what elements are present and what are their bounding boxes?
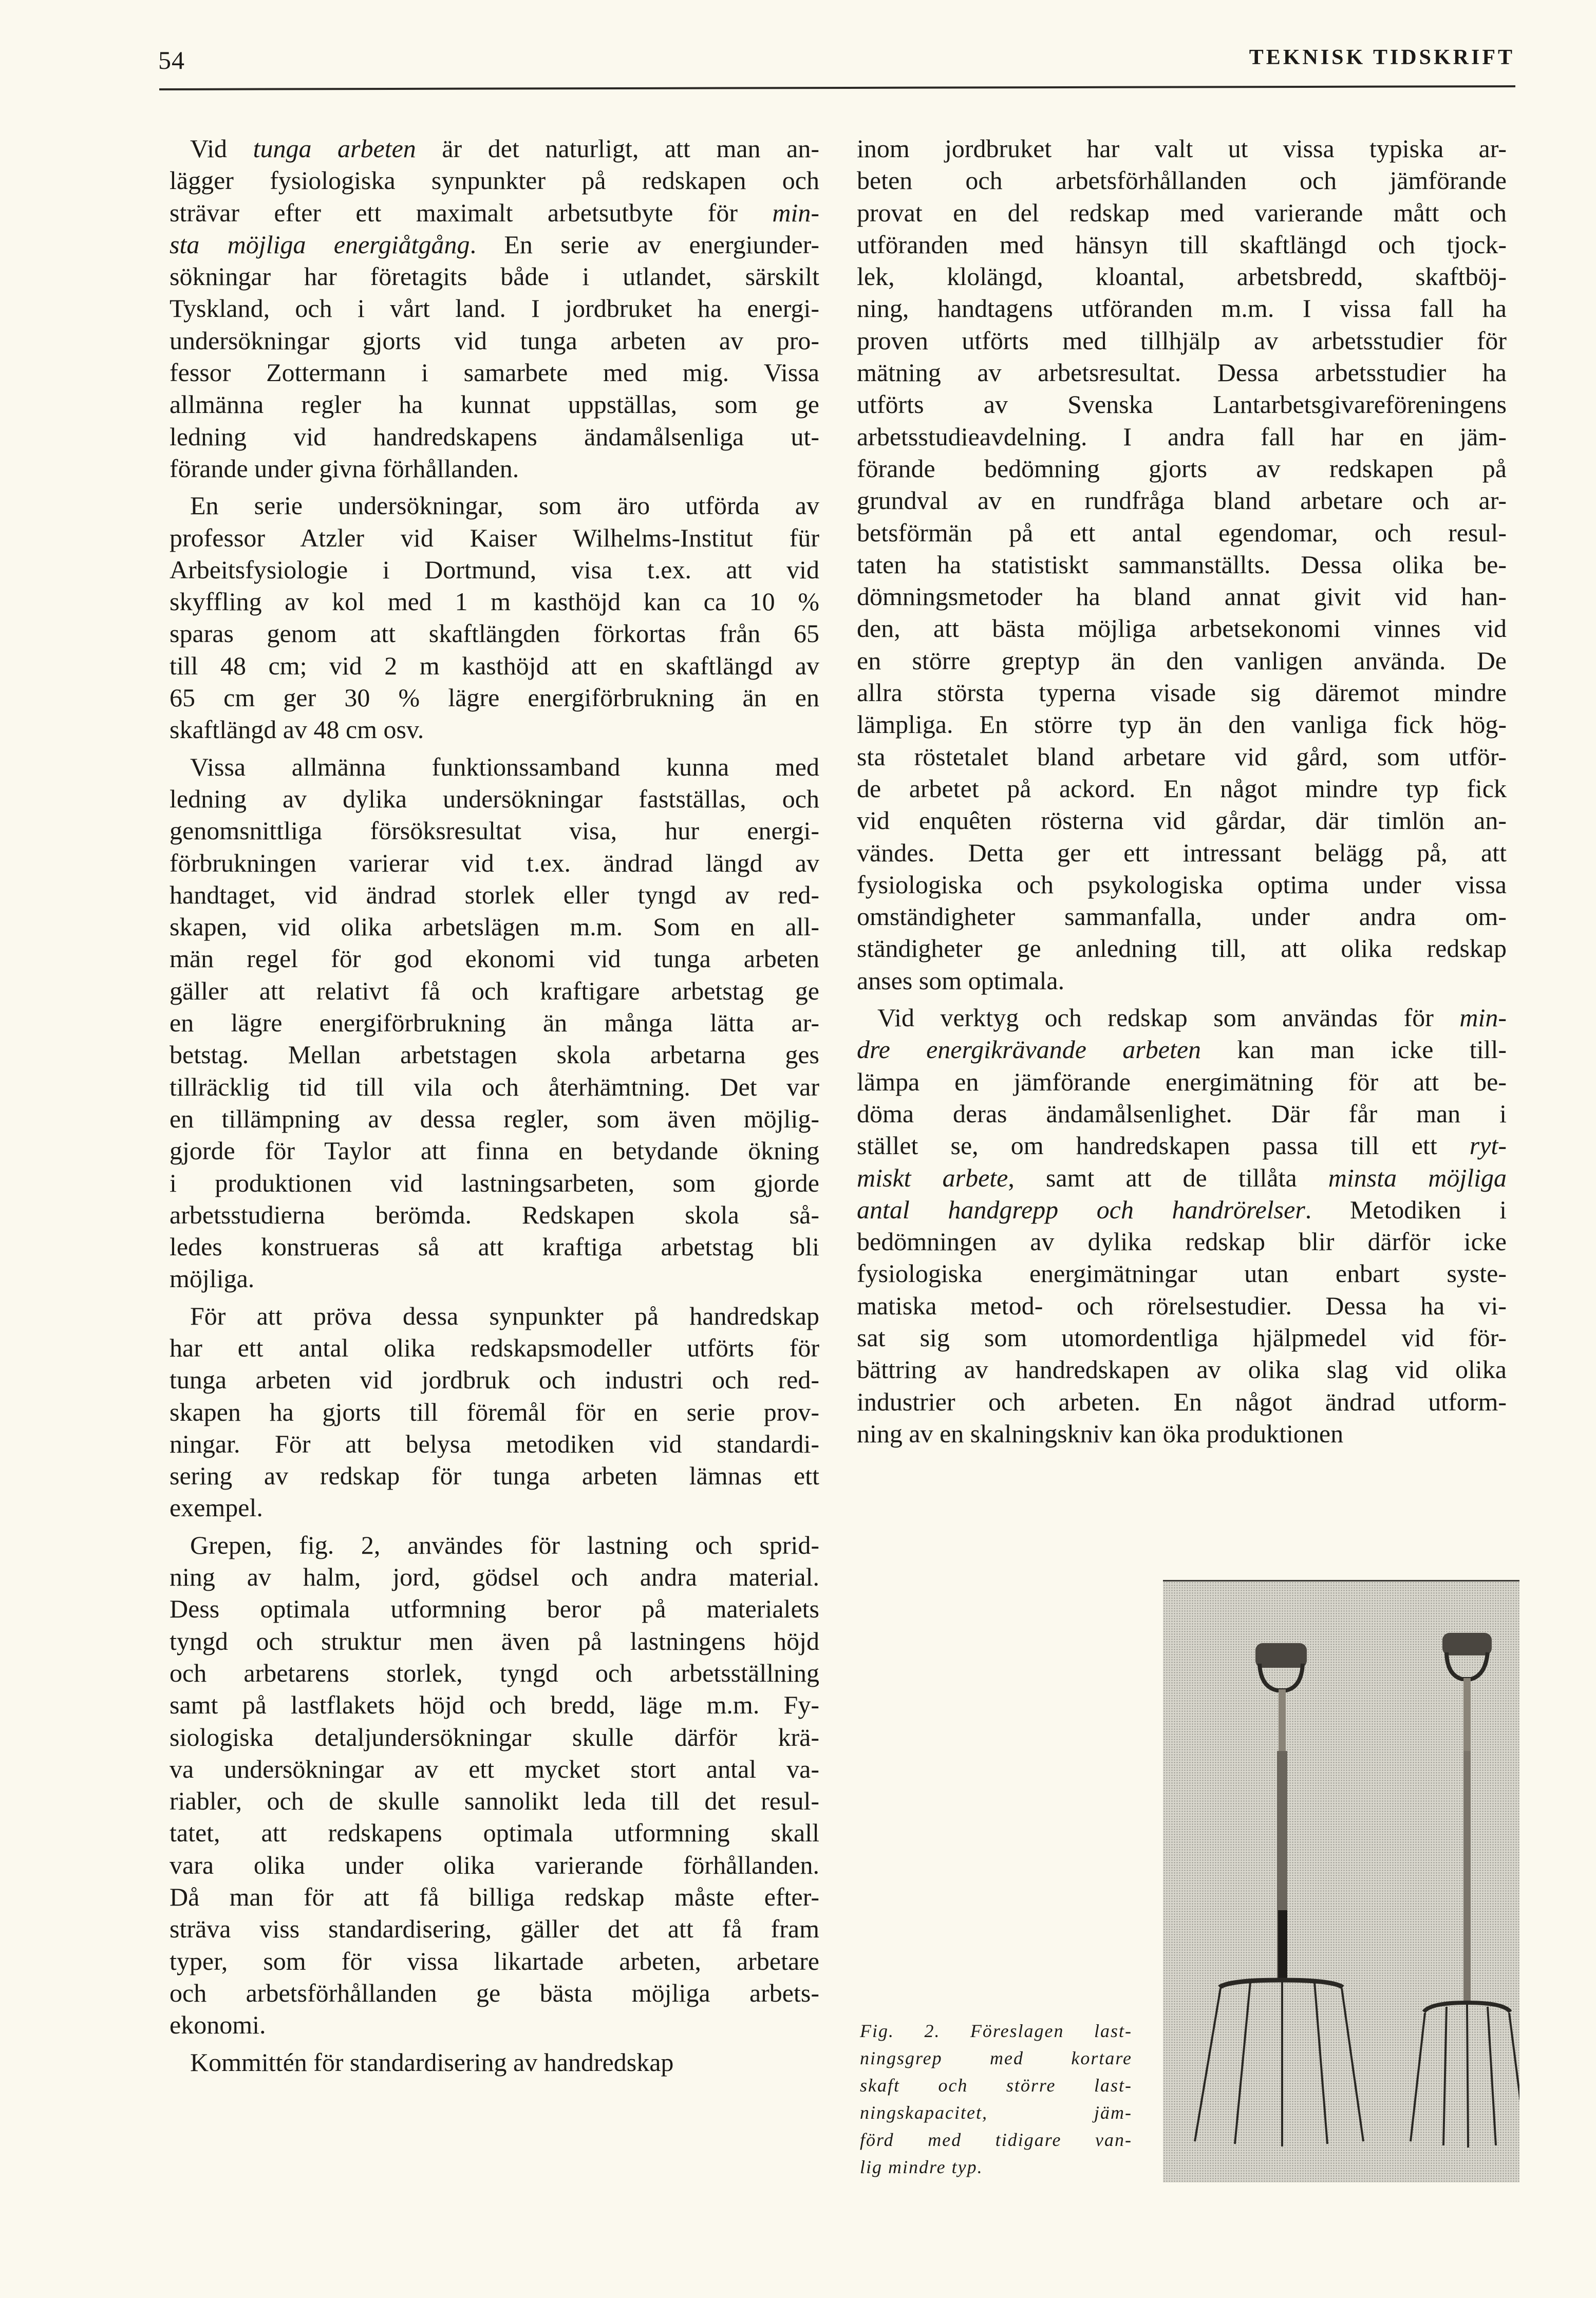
text-line [170, 1396, 819, 1428]
text-run: lämpa en jämförande energimätning för att be- [857, 1067, 1507, 1096]
text-run: vändes. Detta ger ett intressant belägg på, att [857, 838, 1507, 867]
text-run: fysiologiska och psykologiska optima under vissa [857, 870, 1507, 899]
text-run: en tillämpning av dessa regler, som även möjlig- [170, 1104, 819, 1133]
text-run: ning, handtagens utföranden m.m. I vissa fall ha [857, 294, 1507, 323]
text-line [170, 1199, 819, 1231]
text-run: En serie undersökningar, som äro utförda av [190, 491, 819, 520]
text-line [170, 164, 819, 196]
text-line [170, 1817, 819, 1849]
text-line [170, 292, 819, 324]
text-line [857, 484, 1507, 516]
text-run: sträva viss standardisering, gäller det att få fram [170, 1914, 819, 1944]
caption-line: förd med tidigare van- [860, 2130, 1132, 2150]
text-line [170, 1007, 819, 1039]
text-run: samt på lastflakets höjd och bredd, läge m.m. Fy- [170, 1690, 819, 1720]
text-line [857, 708, 1507, 740]
text-line [170, 713, 819, 745]
text-run: sat sig som utomordentliga hjälpmedel vid för- [857, 1323, 1507, 1352]
text-run: ning av en skalningskniv kan öka produktionen [857, 1419, 1344, 1448]
text-line [857, 900, 1507, 932]
text-run: undersökningar gjorts vid tunga arbeten av pro- [170, 326, 819, 355]
text-run: tillräcklig tid till vila och återhämtning. Det var [170, 1072, 819, 1101]
text-run: en större greptyp än den vanligen använda. De [857, 646, 1507, 675]
text-line [170, 943, 819, 974]
text-line [170, 260, 819, 292]
text-run: ledning vid handredskapens ändamålsenliga ut- [170, 422, 819, 451]
text-line [857, 1002, 1507, 1033]
text-run: proven utförts med tillhjälp av arbetsstudier för [857, 326, 1507, 355]
caption-line: ningskapacitet, jäm- [860, 2102, 1132, 2123]
text-run: För att pröva dessa synpunkter på handredskap [190, 1301, 819, 1330]
text-run: döma deras ändamålsenlighet. Där får man i [857, 1099, 1507, 1128]
text-run: till 48 cm; vid 2 m kasthöjd att en skaftlängd av [170, 651, 819, 680]
text-run: och arbetarens storlek, tyngd och arbetsställning [170, 1658, 819, 1687]
journal-title: TEKNISK TIDSKRIFT [1249, 46, 1515, 69]
text-line [170, 453, 819, 484]
text-line [857, 1162, 1507, 1194]
text-line [170, 1039, 819, 1070]
text-line [170, 1332, 819, 1364]
caption-line: Fig. 2. Föreslagen last- [860, 2021, 1132, 2041]
text-line [170, 1561, 819, 1593]
paragraph [857, 1002, 1507, 1449]
text-line [170, 229, 819, 260]
italic-run: dre energikrävande arbeten [857, 1035, 1201, 1064]
text-line [170, 1753, 819, 1785]
text-run: fessor Zottermann i samarbete med mig. Vissa [170, 358, 819, 387]
text-run: gäller att relativt få och kraftigare arbetstag ge [170, 976, 819, 1005]
text-run: sering av redskap för tunga arbeten lämnas ett [170, 1461, 819, 1491]
text-run: betstag. Mellan arbetstagen skola arbetarna ges [170, 1040, 819, 1069]
text-run: ledes konstrueras så att kraftiga arbetstag bli [170, 1232, 819, 1261]
text-run: matiska metod- och rörelsestudier. Dessa ha vi- [857, 1291, 1507, 1320]
text-run: Grepen, fig. 2, användes för lastning och sprid- [190, 1530, 819, 1559]
text-run: betsförmän på ett antal egendomar, och resul- [857, 518, 1507, 547]
text-run: vara olika under olika varierande förhållanden. [170, 1850, 819, 1879]
text-run: Tyskland, och i vårt land. I jordbruket ha energi- [170, 294, 819, 323]
text-run: fysiologiska energimätningar utan enbart syste- [857, 1259, 1507, 1288]
text-line [170, 197, 819, 229]
text-line [170, 682, 819, 713]
text-line [857, 260, 1507, 292]
text-line [857, 1418, 1507, 1449]
text-run: förbrukningen varierar vid t.ex. ändrad längd av [170, 848, 819, 877]
text-run: Vid [190, 134, 253, 163]
figure-caption [860, 2018, 1132, 2181]
text-line [170, 1167, 819, 1199]
text-line [170, 1657, 819, 1689]
text-line [857, 1290, 1507, 1322]
right-column [857, 133, 1507, 1449]
text-run: ekonomi. [170, 2010, 266, 2040]
small-fork-icon [1411, 1633, 1519, 2148]
text-line [170, 356, 819, 388]
text-line [857, 1257, 1507, 1289]
text-line [170, 388, 819, 420]
italic-run: minsta möjliga [1328, 1163, 1507, 1192]
text-run: gjorde för Taylor att finna en betydande ökning [170, 1136, 819, 1165]
text-line [857, 1353, 1507, 1385]
text-line [170, 133, 819, 164]
italic-run: ryt- [1469, 1131, 1507, 1160]
paragraph [170, 489, 819, 745]
text-run: män regel för god ekonomi vid tunga arbeten [170, 944, 819, 973]
text-line [857, 1322, 1507, 1353]
text-line [857, 517, 1507, 549]
text-line [857, 804, 1507, 836]
text-line [857, 676, 1507, 708]
text-run: siologiska detaljundersökningar skulle därför krä- [170, 1722, 819, 1751]
text-line [170, 1881, 819, 1913]
text-line [170, 586, 819, 617]
text-run: bättring av handredskapen av olika slag vid olika [857, 1355, 1507, 1384]
text-line [857, 645, 1507, 676]
text-line [170, 1945, 819, 1977]
text-line [170, 815, 819, 846]
text-run: arbetsstudierna berömda. Redskapen skola så- [170, 1200, 819, 1229]
text-run: förande bedömning gjorts av redskapen på [857, 454, 1507, 483]
text-line [170, 911, 819, 943]
caption-line: ningsgrep med kortare [860, 2048, 1132, 2068]
text-run: sparas genom att skaftlängden förkortas från 65 [170, 619, 819, 648]
text-line [857, 133, 1507, 164]
text-line [170, 1593, 819, 1625]
text-line [857, 356, 1507, 388]
text-run: lämpliga. En större typ än den vanliga fick hög- [857, 710, 1507, 739]
text-run: , samt att de tillåta [1008, 1163, 1328, 1192]
caption-line: skaft och större last- [860, 2075, 1132, 2096]
text-run: taten ha statistiskt sammanställts. Dessa olika be- [857, 550, 1507, 579]
text-line [170, 783, 819, 815]
text-line [857, 932, 1507, 964]
text-run: Vissa allmänna funktionssamband kunna med [190, 752, 819, 781]
text-run: mätning av arbetsresultat. Dessa arbetsstudier ha [857, 358, 1507, 387]
text-run: omständigheter sammanfalla, under andra om- [857, 902, 1507, 931]
text-run: i produktionen vid lastningsarbeten, som gjorde [170, 1168, 819, 1197]
large-fork-icon [1195, 1643, 1363, 2146]
text-run: inom jordbruket har valt ut vissa typiska ar- [857, 134, 1507, 163]
text-line [170, 2046, 819, 2078]
italic-run: sta möjliga energiåtgång [170, 230, 470, 259]
text-run: bedömningen av dylika redskap blir därför icke [857, 1227, 1507, 1256]
text-line [170, 1428, 819, 1460]
text-line [857, 1129, 1507, 1161]
text-run: är det naturligt, att man an- [416, 134, 819, 163]
text-line [170, 522, 819, 554]
text-run: vid enquêten rösterna vid gårdar, där timlön an- [857, 806, 1507, 835]
page-number: 54 [158, 46, 185, 74]
text-run: riabler, och de skulle sannolikt leda till det resul- [170, 1786, 819, 1816]
text-line [857, 388, 1507, 420]
text-line [857, 869, 1507, 900]
text-line [170, 1529, 819, 1561]
paragraph [170, 1529, 819, 2041]
text-run: lek, klolängd, kloantal, arbetsbredd, skaftböj- [857, 262, 1507, 291]
text-line [857, 1098, 1507, 1129]
text-run: ständigheter ge anledning till, att olika redskap [857, 934, 1507, 963]
text-line [857, 1066, 1507, 1098]
text-line [170, 879, 819, 911]
text-run: stället se, om handredskapen passa till ett [857, 1131, 1470, 1160]
text-line [170, 1231, 819, 1263]
text-line [170, 1785, 819, 1817]
paragraph [170, 2046, 819, 2078]
text-line [170, 1625, 819, 1657]
italic-run: min- [1459, 1003, 1507, 1032]
text-line [857, 1386, 1507, 1418]
text-line [170, 1721, 819, 1753]
text-run: genomsnittliga försöksresultat visa, hur energi- [170, 816, 819, 845]
text-run: Då man för att få billiga redskap måste efter- [170, 1882, 819, 1912]
text-line [170, 1977, 819, 2009]
text-run: . En serie av energiunder- [470, 230, 819, 259]
text-line [857, 325, 1507, 356]
text-line [857, 549, 1507, 580]
text-run: anses som optimala. [857, 966, 1065, 995]
left-column [170, 133, 819, 2078]
text-run: provat en del redskap med varierande mått och [857, 198, 1507, 227]
text-line [170, 554, 819, 586]
text-run: kan man icke till- [1201, 1035, 1507, 1064]
text-run: beten och arbetsförhållanden och jämförande [857, 166, 1507, 195]
text-run: skaftlängd av 48 cm osv. [170, 715, 424, 744]
text-run: va undersökningar av ett mycket stort antal va- [170, 1754, 819, 1783]
text-run: utföranden med hänsyn till skaftlängd och tjock- [857, 230, 1507, 259]
text-line [857, 741, 1507, 773]
text-line [857, 1033, 1507, 1065]
text-line [170, 325, 819, 356]
text-run: Dess optimala utformning beror på materialets [170, 1594, 819, 1624]
text-run: Kommittén för standardisering av handredskap [190, 2047, 674, 2077]
text-line [857, 421, 1507, 453]
text-line [170, 847, 819, 879]
figure-photo [1163, 1580, 1519, 2182]
text-line [170, 1103, 819, 1135]
text-line [170, 2009, 819, 2041]
text-run: Vid verktyg och redskap som användas för [877, 1003, 1460, 1032]
text-line [170, 751, 819, 783]
italic-run: min- [772, 198, 819, 227]
paragraph [857, 133, 1507, 996]
text-line [170, 421, 819, 453]
text-run: industrier och arbeten. En något ändrad utform- [857, 1387, 1507, 1416]
italic-run: miskt arbete [857, 1163, 1008, 1192]
text-line [170, 1135, 819, 1166]
text-run: den, att bästa möjliga arbetsekonomi vinnes vid [857, 614, 1507, 643]
paragraph [170, 1300, 819, 1524]
text-run: ning av halm, jord, gödsel och andra material. [170, 1562, 819, 1592]
text-run: typer, som för vissa likartade arbeten, arbetare [170, 1946, 819, 1975]
text-line [170, 1071, 819, 1103]
text-line [170, 650, 819, 682]
text-run: handtaget, vid ändrad storlek eller tyngd av red- [170, 880, 819, 909]
text-line [857, 292, 1507, 324]
text-run: de arbetet på ackord. En något mindre typ fick [857, 774, 1507, 803]
text-run: sta röstetalet bland arbetare vid gård, som utför- [857, 742, 1507, 771]
text-line [170, 1263, 819, 1294]
text-run: sökningar har företagits både i utlandet, särskilt [170, 262, 819, 291]
text-line [170, 1689, 819, 1721]
text-line [170, 617, 819, 649]
text-line [170, 1849, 819, 1881]
text-run: lägger fysiologiska synpunkter på redskapen och [170, 166, 819, 195]
text-line [857, 837, 1507, 869]
text-run: skapen ha gjorts till föremål för en serie prov- [170, 1397, 819, 1426]
text-run: tatet, att redskapens optimala utformning skall [170, 1818, 819, 1848]
text-run: ledning av dylika undersökningar fastställas, och [170, 784, 819, 813]
text-run: tyngd och struktur men även på lastningens höjd [170, 1626, 819, 1655]
text-line [170, 1492, 819, 1523]
text-run: strävar efter ett maximalt arbetsutbyte för [170, 198, 773, 227]
text-run: arbetsstudieavdelning. I andra fall har en jäm- [857, 422, 1507, 451]
text-line [857, 164, 1507, 196]
text-line [857, 1226, 1507, 1257]
text-run: förande under givna förhållanden. [170, 454, 519, 483]
text-run: . Metodiken i [1305, 1195, 1507, 1224]
text-run: ningar. För att belysa metodiken vid standardi- [170, 1429, 819, 1458]
text-line [170, 1300, 819, 1332]
paragraph [170, 133, 819, 484]
text-line [170, 489, 819, 521]
text-run: skapen, vid olika arbetslägen m.m. Som en all- [170, 912, 819, 941]
text-line [170, 1460, 819, 1492]
text-run: grundval av en rundfråga bland arbetare och ar- [857, 486, 1507, 515]
text-run: har ett antal olika redskapsmodeller utförts för [170, 1333, 819, 1362]
text-line [857, 580, 1507, 612]
italic-run: antal handgrepp och handrörelser [857, 1195, 1305, 1224]
text-run: allra största typerna visade sig däremot mindre [857, 678, 1507, 707]
text-run: en lägre energiförbrukning än många lätta ar- [170, 1008, 819, 1038]
text-run: möjliga. [170, 1264, 255, 1293]
text-line [857, 612, 1507, 644]
text-run: skyffling av kol med 1 m kasthöjd kan ca 10 % [170, 587, 819, 616]
text-line [170, 1913, 819, 1945]
text-line [857, 1194, 1507, 1226]
text-line [170, 1364, 819, 1396]
header-rule [159, 85, 1515, 90]
text-line [857, 453, 1507, 484]
text-run: och arbetsförhållanden ge bästa möjliga arbets- [170, 1978, 819, 2007]
text-run: allmänna regler ha kunnat uppställas, som ge [170, 390, 819, 419]
text-line [857, 773, 1507, 804]
text-run: Arbeitsfysiologie i Dortmund, visa t.ex. att vid [170, 555, 819, 584]
text-line [857, 229, 1507, 260]
text-line [857, 197, 1507, 229]
text-run: 65 cm ger 30 % lägre energiförbrukning än en [170, 683, 819, 712]
text-run: exempel. [170, 1493, 263, 1522]
text-run: professor Atzler vid Kaiser Wilhelms-Institut für [170, 523, 819, 552]
caption-line: lig mindre typ. [860, 2157, 983, 2177]
paragraph [170, 751, 819, 1295]
forks-illustration [1163, 1581, 1519, 2182]
text-run: tunga arbeten vid jordbruk och industri och red- [170, 1365, 819, 1395]
text-line [857, 965, 1507, 996]
text-run: utförts av Svenska Lantarbetsgivareföreningens [857, 390, 1507, 419]
text-line [170, 975, 819, 1007]
text-run: dömningsmetoder ha bland annat givit vid han- [857, 582, 1507, 611]
italic-run: tunga arbeten [253, 134, 416, 163]
